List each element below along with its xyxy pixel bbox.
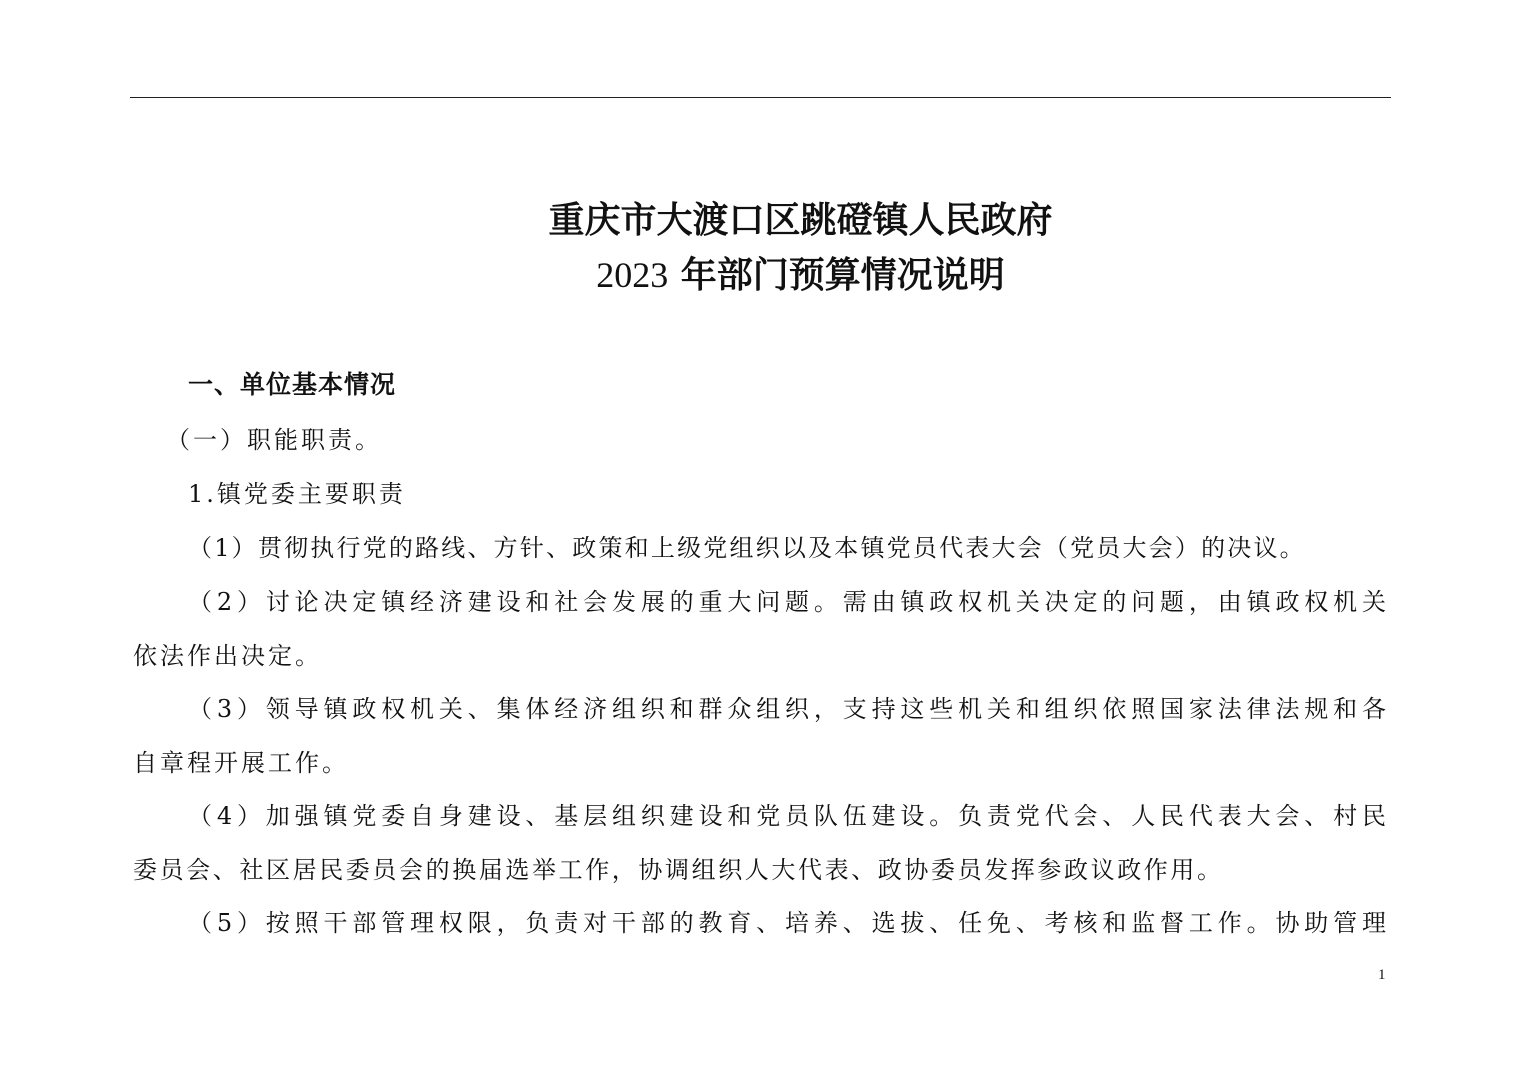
page-number: 1 bbox=[1378, 967, 1386, 983]
document-title-line-2 bbox=[130, 247, 1391, 298]
paragraph-3-line-2: 自章程开展工作。 bbox=[133, 749, 349, 777]
title-year: 2023 bbox=[596, 255, 669, 295]
header-rule bbox=[130, 97, 1391, 98]
paragraph-2-line-2: 依法作出决定。 bbox=[133, 642, 322, 670]
document-title-line-1: 重庆市大渡口区跳磴镇人民政府 bbox=[548, 199, 1053, 241]
paragraph-5-line-1: （5）按照干部管理权限，负责对干部的教育、培养、选拔、任免、考核和监督工作。协助管理 bbox=[188, 909, 1389, 937]
paragraph-4-line-1: （4）加强镇党委自身建设、基层组织建设和党员队伍建设。负责党代会、人民代表大会、村民 bbox=[188, 802, 1389, 830]
paragraph-4-line-2: 委员会、社区居民委员会的换届选举工作，协调组织人大代表、政协委员发挥参政议政作用。 bbox=[133, 856, 1224, 884]
subsection-heading: （一）职能职责。 bbox=[166, 426, 382, 454]
paragraph-1-line-1: （1）贯彻执行党的路线、方针、政策和上级党组织以及本镇党员代表大会（党员大会）的决议。 bbox=[188, 534, 1306, 562]
title-rest: 年部门预算情况说明 bbox=[668, 254, 1005, 296]
section-heading: 一、单位基本情况 bbox=[188, 370, 397, 399]
item-title: 1.镇党委主要职责 bbox=[188, 480, 406, 508]
paragraph-3-line-1: （3）领导镇政权机关、集体经济组织和群众组织，支持这些机关和组织依照国家法律法规和各 bbox=[188, 695, 1389, 723]
paragraph-2-line-1: （2）讨论决定镇经济建设和社会发展的重大问题。需由镇政权机关决定的问题，由镇政权机关 bbox=[188, 588, 1389, 616]
